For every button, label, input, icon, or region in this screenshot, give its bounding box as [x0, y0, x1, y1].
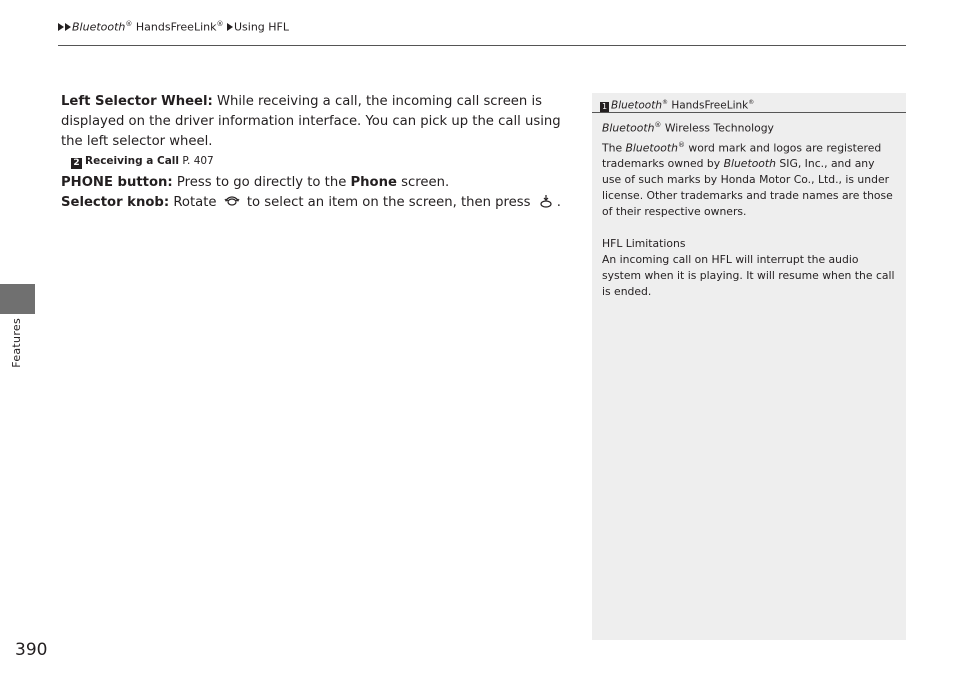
section-label: Features	[10, 318, 23, 368]
trademark-text-c: SIG, Inc., and any use of such marks by Honda Motor Co., Ltd., is under license. Other trademarks and trade names are those of their respective owners.	[602, 157, 893, 219]
registered-mark: ®	[748, 99, 755, 106]
trademark-bluetooth: Bluetooth	[625, 141, 678, 155]
hfl-limitations-text: An incoming call on HFL will interrupt the audio system when it is playing. It will resume when the call is ended.	[602, 253, 895, 299]
sidebar-heading-bluetooth: Bluetooth	[611, 99, 662, 112]
left-selector-text: While receiving a call, the incoming call screen is displayed on the driver information interface. You can pick up the call using the left selector wheel.	[61, 94, 561, 149]
registered-mark: ®	[125, 20, 133, 28]
registered-mark: ®	[677, 140, 685, 149]
reference-label[interactable]: Receiving a Call	[85, 155, 179, 167]
left-selector-paragraph	[61, 92, 581, 152]
rotate-knob-icon	[224, 194, 240, 208]
selector-knob-text-2: to select an item on the screen, then press	[242, 195, 535, 210]
registered-mark: ®	[654, 121, 662, 129]
phone-button-label: PHONE button:	[61, 175, 173, 190]
reference-arrow-icon: 2	[71, 158, 82, 169]
note-marker-icon: 1	[601, 101, 608, 111]
sidebar-body	[592, 113, 906, 300]
main-content	[61, 92, 581, 213]
left-selector-label: Left Selector Wheel:	[61, 94, 213, 109]
trademark-text-b: word mark and logos are registered trademarks owned by	[602, 141, 882, 171]
selector-knob-text: Rotate	[169, 195, 221, 210]
registered-mark: ®	[216, 20, 224, 28]
tech-title-rest: Wireless Technology	[661, 121, 774, 135]
breadcrumb-handsfreelink: HandsFreeLink	[132, 20, 217, 34]
selector-knob-paragraph	[61, 193, 581, 213]
selector-knob-label: Selector knob:	[61, 195, 170, 210]
reference-page: P. 407	[178, 155, 214, 167]
breadcrumb-using-hfl: Using HFL	[233, 20, 290, 34]
cross-reference[interactable]	[71, 154, 581, 169]
tech-bluetooth: Bluetooth	[602, 121, 655, 135]
breadcrumb-arrow-icon	[58, 23, 64, 31]
selector-knob-text-3: .	[556, 195, 561, 210]
sidebar-heading-rest: HandsFreeLink	[667, 99, 749, 112]
phone-screen-name: Phone	[350, 175, 397, 190]
header-rule	[58, 45, 906, 46]
page-number: 390	[15, 640, 48, 660]
sidebar-heading	[592, 93, 906, 113]
breadcrumb-arrow-icon	[65, 23, 71, 31]
hfl-limitations-title: HFL Limitations	[602, 237, 686, 251]
notes-sidebar	[592, 93, 906, 640]
spacer	[602, 220, 896, 236]
section-tab	[0, 284, 35, 314]
phone-button-text: Press to go directly to the	[172, 175, 351, 190]
breadcrumb-arrow-icon	[227, 23, 233, 31]
wireless-tech-title	[602, 117, 896, 137]
trademark-text-a: The	[602, 141, 626, 155]
breadcrumb-bluetooth: Bluetooth	[72, 20, 126, 34]
phone-button-text-end: screen.	[396, 175, 450, 190]
trademark-paragraph	[602, 137, 896, 221]
breadcrumb	[58, 20, 289, 34]
phone-button-paragraph	[61, 173, 581, 193]
registered-mark: ®	[661, 99, 668, 106]
trademark-bluetooth-2: Bluetooth	[723, 157, 776, 171]
press-knob-icon	[538, 194, 554, 208]
